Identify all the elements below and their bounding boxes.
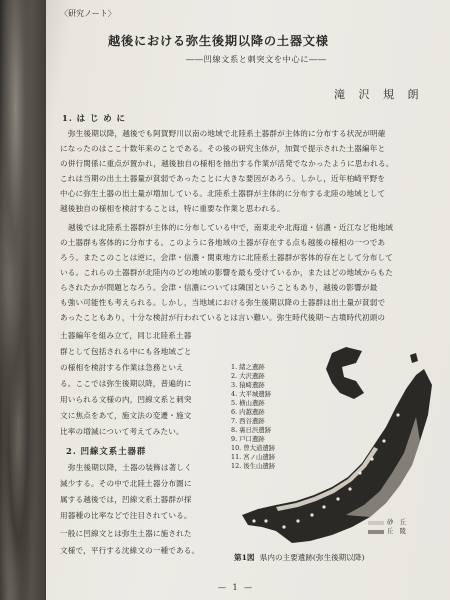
body-line: 一般に凹線文とは弥生土器に施された xyxy=(60,529,192,538)
body-line-narrow: 用いられる文様の内，凹線文系と刺突 xyxy=(60,395,192,404)
body-line: いる。これらの土器群が北陸内のどの地域の影響を最も受けているか，またはどの地域からもた xyxy=(60,268,393,277)
section-heading-introduction: 1. は じ め に xyxy=(62,113,126,123)
site-marker xyxy=(396,413,399,416)
map-legend xyxy=(368,518,406,536)
site-marker xyxy=(370,457,373,460)
body-line: になったのはここ十数年来のことである。その後の研究主体が，加賀で提示された土器編年と xyxy=(60,144,386,153)
site-marker xyxy=(382,439,385,442)
body-line: 弥生後期以降，越後でも阿賀野川以南の地域で北陸系土器群が主体的に分布する状況が明確 xyxy=(68,129,386,138)
site-marker xyxy=(264,519,267,522)
figure-caption xyxy=(234,552,364,563)
body-line: 用器種の比率などで注目されている。 xyxy=(60,511,192,520)
body-line: あったこともあり，十分な検討が行われているとは言い難い。弥生時代後期～古墳時代初頭の xyxy=(60,313,386,322)
body-line-narrow: の様相を検討する作業は急務といえ xyxy=(60,363,184,372)
journal-page xyxy=(46,0,450,600)
site-list-item: 8. 裏日渋遺跡 xyxy=(231,426,272,434)
site-marker xyxy=(252,519,255,522)
site-list-item: 9. 戸口遺跡 xyxy=(231,435,265,443)
site-list-item: 11. 宮ノ山遺跡 xyxy=(231,453,276,461)
site-list-item: 3. 猿崎遺跡 xyxy=(231,381,265,389)
site-marker xyxy=(310,513,313,516)
article-title: 越後における弥生後期以降の土器文様 xyxy=(108,34,329,48)
site-list-item: 10. 曽大道遺跡 xyxy=(231,444,276,452)
body-line-narrow: 文に焦点をあて，施文法の変遷・施文 xyxy=(60,411,192,420)
body-line: 中心に弥生土器の出土量が増加している。北陸系土器群が主体的に分布する北陸の地域として xyxy=(60,189,386,198)
body-line: 越後では北陸系土器群が主体的に分布している中で，南東北や北海道・信濃・近江など他地域 xyxy=(68,223,394,232)
site-marker xyxy=(358,471,361,474)
body-line: 減少する。その中で北陸土器分布圏に xyxy=(60,479,192,488)
section-heading-incised-line-pottery: 2. 凹線文系土器群 xyxy=(66,446,147,456)
site-list-item: 12. 後生山遺跡 xyxy=(231,462,276,470)
body-line: の土器群も客体的に分布する。このように各地域の土器が存在する点も越後の様相の一つであ xyxy=(60,238,386,247)
site-list xyxy=(231,363,275,471)
figure-caption-text: 県内の主要遺跡(弥生後期以降) xyxy=(259,553,365,562)
sado-island-shape xyxy=(326,347,364,399)
site-marker xyxy=(322,505,325,508)
legend-label: 丘 陵 xyxy=(387,528,406,535)
awashima-island-shape xyxy=(410,353,418,363)
site-list-item: 6. 内越遺跡 xyxy=(231,408,265,416)
site-marker xyxy=(336,497,339,500)
body-line: も強い可能性も考えられる。しかし，当地域における弥生後期以降の土器群は出土量が貧弱で xyxy=(60,298,386,307)
figure-number: 第1図 xyxy=(234,553,255,562)
body-line-narrow: 群として包括される中にも各地域ごと xyxy=(60,347,192,356)
site-marker xyxy=(348,487,351,490)
page-number: — 1 — xyxy=(218,583,255,592)
legend-swatch-dunes xyxy=(368,521,384,525)
site-list-item: 5. 横山遺跡 xyxy=(231,399,265,407)
body-line: 属する越後では，凹線文系土器群が採 xyxy=(60,495,192,504)
background-photo-edge xyxy=(0,0,52,600)
body-line: 文様で，平行する沈線文の一種である。 xyxy=(60,546,200,555)
body-line: らされたかが問題となろう。会津・信濃については隣国ということもあり，越後の影響が最 xyxy=(60,283,378,292)
site-list-item: 2. 大沢遺跡 xyxy=(231,372,265,380)
body-line-narrow: る。ここでは弥生後期以降，普遍的に xyxy=(60,379,192,388)
site-marker xyxy=(282,525,285,528)
body-line: ろう。またこのことは逆に，会津・信濃・関東地方に北陸系土器群が客体的存在として分布して xyxy=(60,253,393,262)
series-label: 〈研究ノート〉 xyxy=(60,9,116,18)
body-line-narrow: 土器編年を組み立て，同じ北陸系土器 xyxy=(60,331,192,340)
body-line: これは当期の出土土器量が貧弱であったことに大きな要因があろう。しかし，近年柏崎平野を xyxy=(60,174,386,183)
site-list-item: 4. 大平城遺跡 xyxy=(231,390,272,398)
body-line: の併行関係に重点が置かれ，越後独自の様相を抽出する作業が活発でなかったように思われる。 xyxy=(60,159,394,168)
body-line-narrow: 比率の増減について考えてみたい。 xyxy=(60,427,184,436)
body-line: 弥生後期以降，土器の装飾は著しく xyxy=(68,463,192,472)
legend-item-hills xyxy=(368,527,406,536)
legend-item-dunes xyxy=(368,518,406,527)
site-marker xyxy=(296,519,299,522)
site-list-item: 7. 西谷遺跡 xyxy=(231,417,265,425)
legend-label: 砂 丘 xyxy=(387,519,406,526)
site-list-item: 1. 緒之遺跡 xyxy=(231,363,265,371)
author-name: 滝 沢 規 朗 xyxy=(334,88,424,101)
body-line: 越後独自の様相を検討することは，特に重要な作業と思われる。 xyxy=(60,204,285,213)
legend-swatch-hills xyxy=(368,530,384,534)
article-subtitle: ――凹線文系と刺突文を中心に―― xyxy=(186,54,327,64)
